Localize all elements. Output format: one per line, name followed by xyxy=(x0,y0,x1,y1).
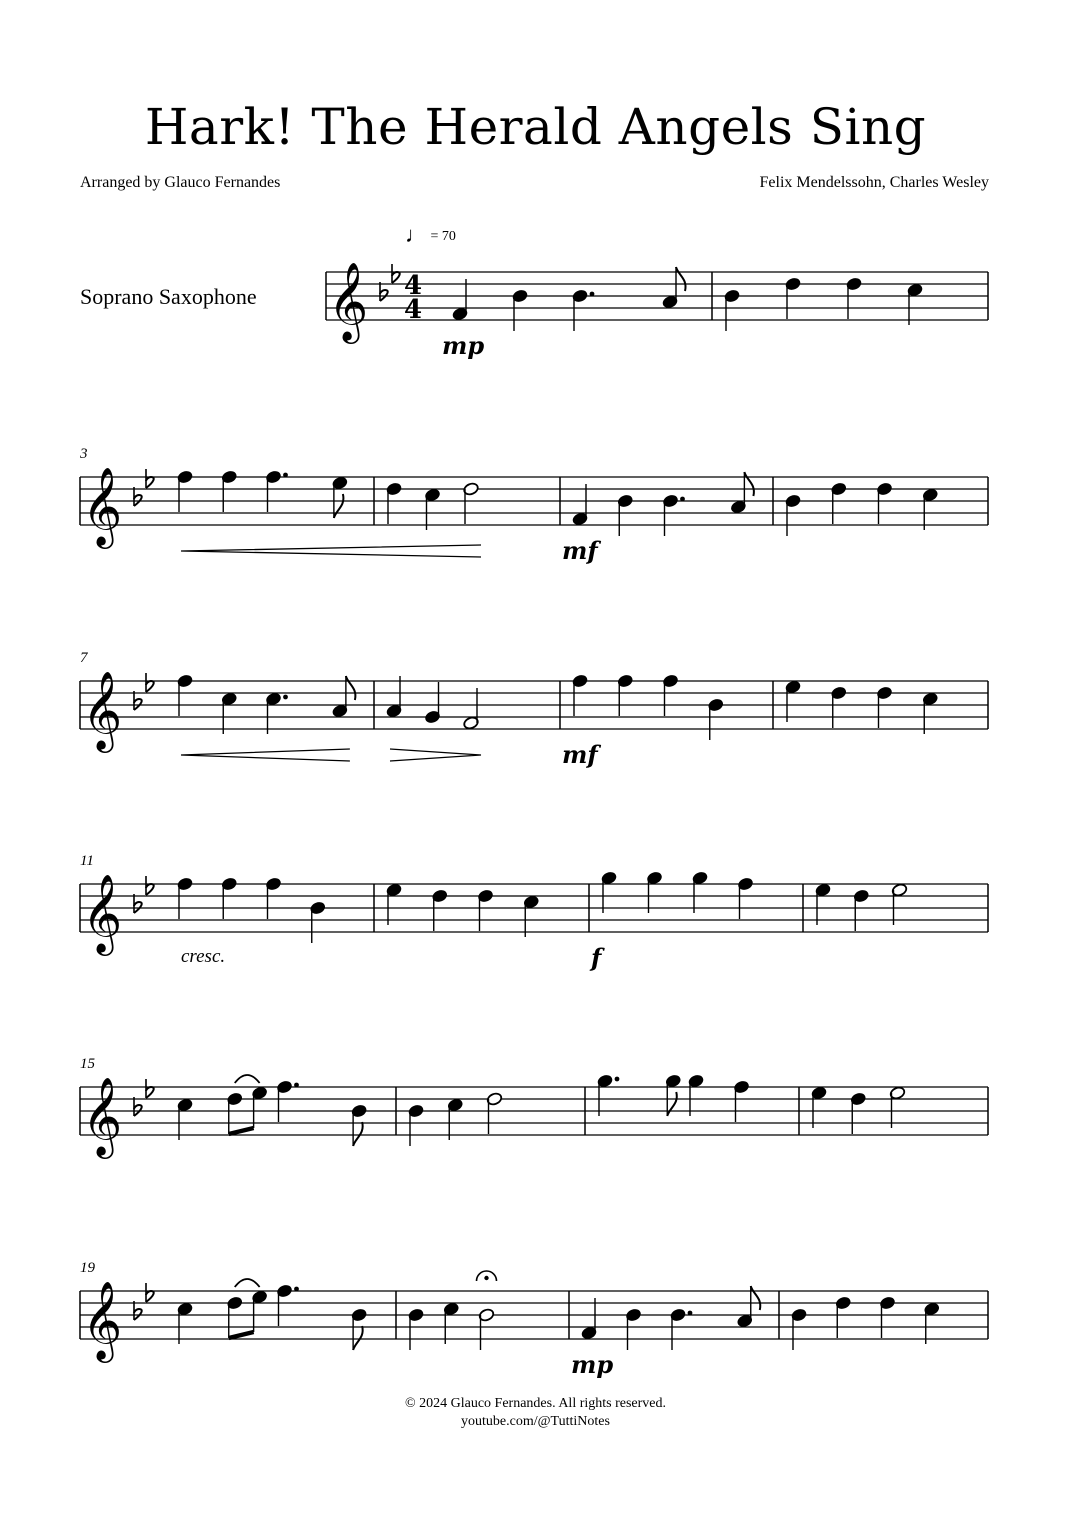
flat-bowl xyxy=(146,884,154,895)
eighth-flag xyxy=(353,1122,363,1146)
eighth-flag xyxy=(353,1326,363,1350)
time-signature-top: 4 xyxy=(404,271,423,301)
crescendo-hairpin xyxy=(181,545,481,557)
flat-bowl xyxy=(392,272,400,283)
eighth-flag xyxy=(346,676,356,700)
flat-bowl xyxy=(146,477,154,488)
measure-number: 15 xyxy=(80,1056,95,1072)
dynamic-marking: mp xyxy=(442,331,485,360)
tempo-value: = 70 xyxy=(430,229,456,244)
eighth-flag xyxy=(667,1092,677,1116)
treble-clef-icon: 𝄞 xyxy=(82,671,123,750)
eighth-beam xyxy=(229,1128,254,1134)
augmentation-dot xyxy=(283,473,288,478)
measure-number: 11 xyxy=(80,853,94,869)
staff-system xyxy=(80,1056,988,1159)
arranger-credit: Arranged by Glauco Fernandes xyxy=(80,174,281,191)
staff-system xyxy=(326,262,988,360)
dynamic-marking: mf xyxy=(562,740,598,769)
treble-clef-icon: 𝄞 xyxy=(82,1077,123,1156)
augmentation-dot xyxy=(283,695,288,700)
eighth-flag xyxy=(751,1286,761,1310)
staff-system xyxy=(79,446,988,565)
eighth-beam xyxy=(229,1332,254,1338)
augmentation-dot xyxy=(688,1311,693,1316)
dynamic-marking: f xyxy=(591,943,602,972)
staff-system xyxy=(80,1260,988,1379)
flat-bowl xyxy=(146,1087,154,1098)
crescendo-hairpin xyxy=(181,749,350,761)
augmentation-dot xyxy=(680,497,685,502)
score-title: Hark! The Herald Angels Sing xyxy=(144,98,927,156)
staff-system xyxy=(80,853,988,972)
flat-bowl xyxy=(146,681,154,692)
time-signature-bottom: 4 xyxy=(404,295,423,325)
footer xyxy=(0,1395,1071,1431)
expression-text: cresc. xyxy=(181,946,226,967)
flat-bowl xyxy=(146,1291,154,1302)
treble-clef-icon: 𝄞 xyxy=(328,262,369,341)
measure-number: 3 xyxy=(80,446,88,462)
slur xyxy=(235,1279,260,1287)
augmentation-dot xyxy=(615,1077,620,1082)
measure-number: 7 xyxy=(80,650,88,666)
eighth-flag xyxy=(334,494,344,518)
treble-clef-icon: 𝄞 xyxy=(82,467,123,546)
augmentation-dot xyxy=(294,1287,299,1292)
eighth-flag xyxy=(744,472,754,496)
channel-link: youtube.com/@TuttiNotes xyxy=(461,1414,610,1429)
eighth-flag xyxy=(676,267,686,291)
composer-credit: Felix Mendelssohn, Charles Wesley xyxy=(759,174,989,191)
staff-system xyxy=(80,650,988,769)
augmentation-dot xyxy=(294,1083,299,1088)
instrument-name: Soprano Saxophone xyxy=(80,284,257,309)
treble-clef-icon: 𝄞 xyxy=(82,874,123,953)
slur xyxy=(235,1075,260,1083)
copyright-notice: © 2024 Glauco Fernandes. All rights reserved. xyxy=(404,1396,667,1411)
dynamic-marking: mf xyxy=(562,536,598,565)
fermata-dot xyxy=(484,1276,488,1280)
diminuendo-hairpin xyxy=(390,749,481,761)
treble-clef-icon: 𝄞 xyxy=(82,1281,123,1360)
measure-number: 19 xyxy=(80,1260,95,1276)
quarter-note-icon: ♩ xyxy=(405,222,427,247)
dynamic-marking: mp xyxy=(571,1350,614,1379)
augmentation-dot xyxy=(590,292,595,297)
